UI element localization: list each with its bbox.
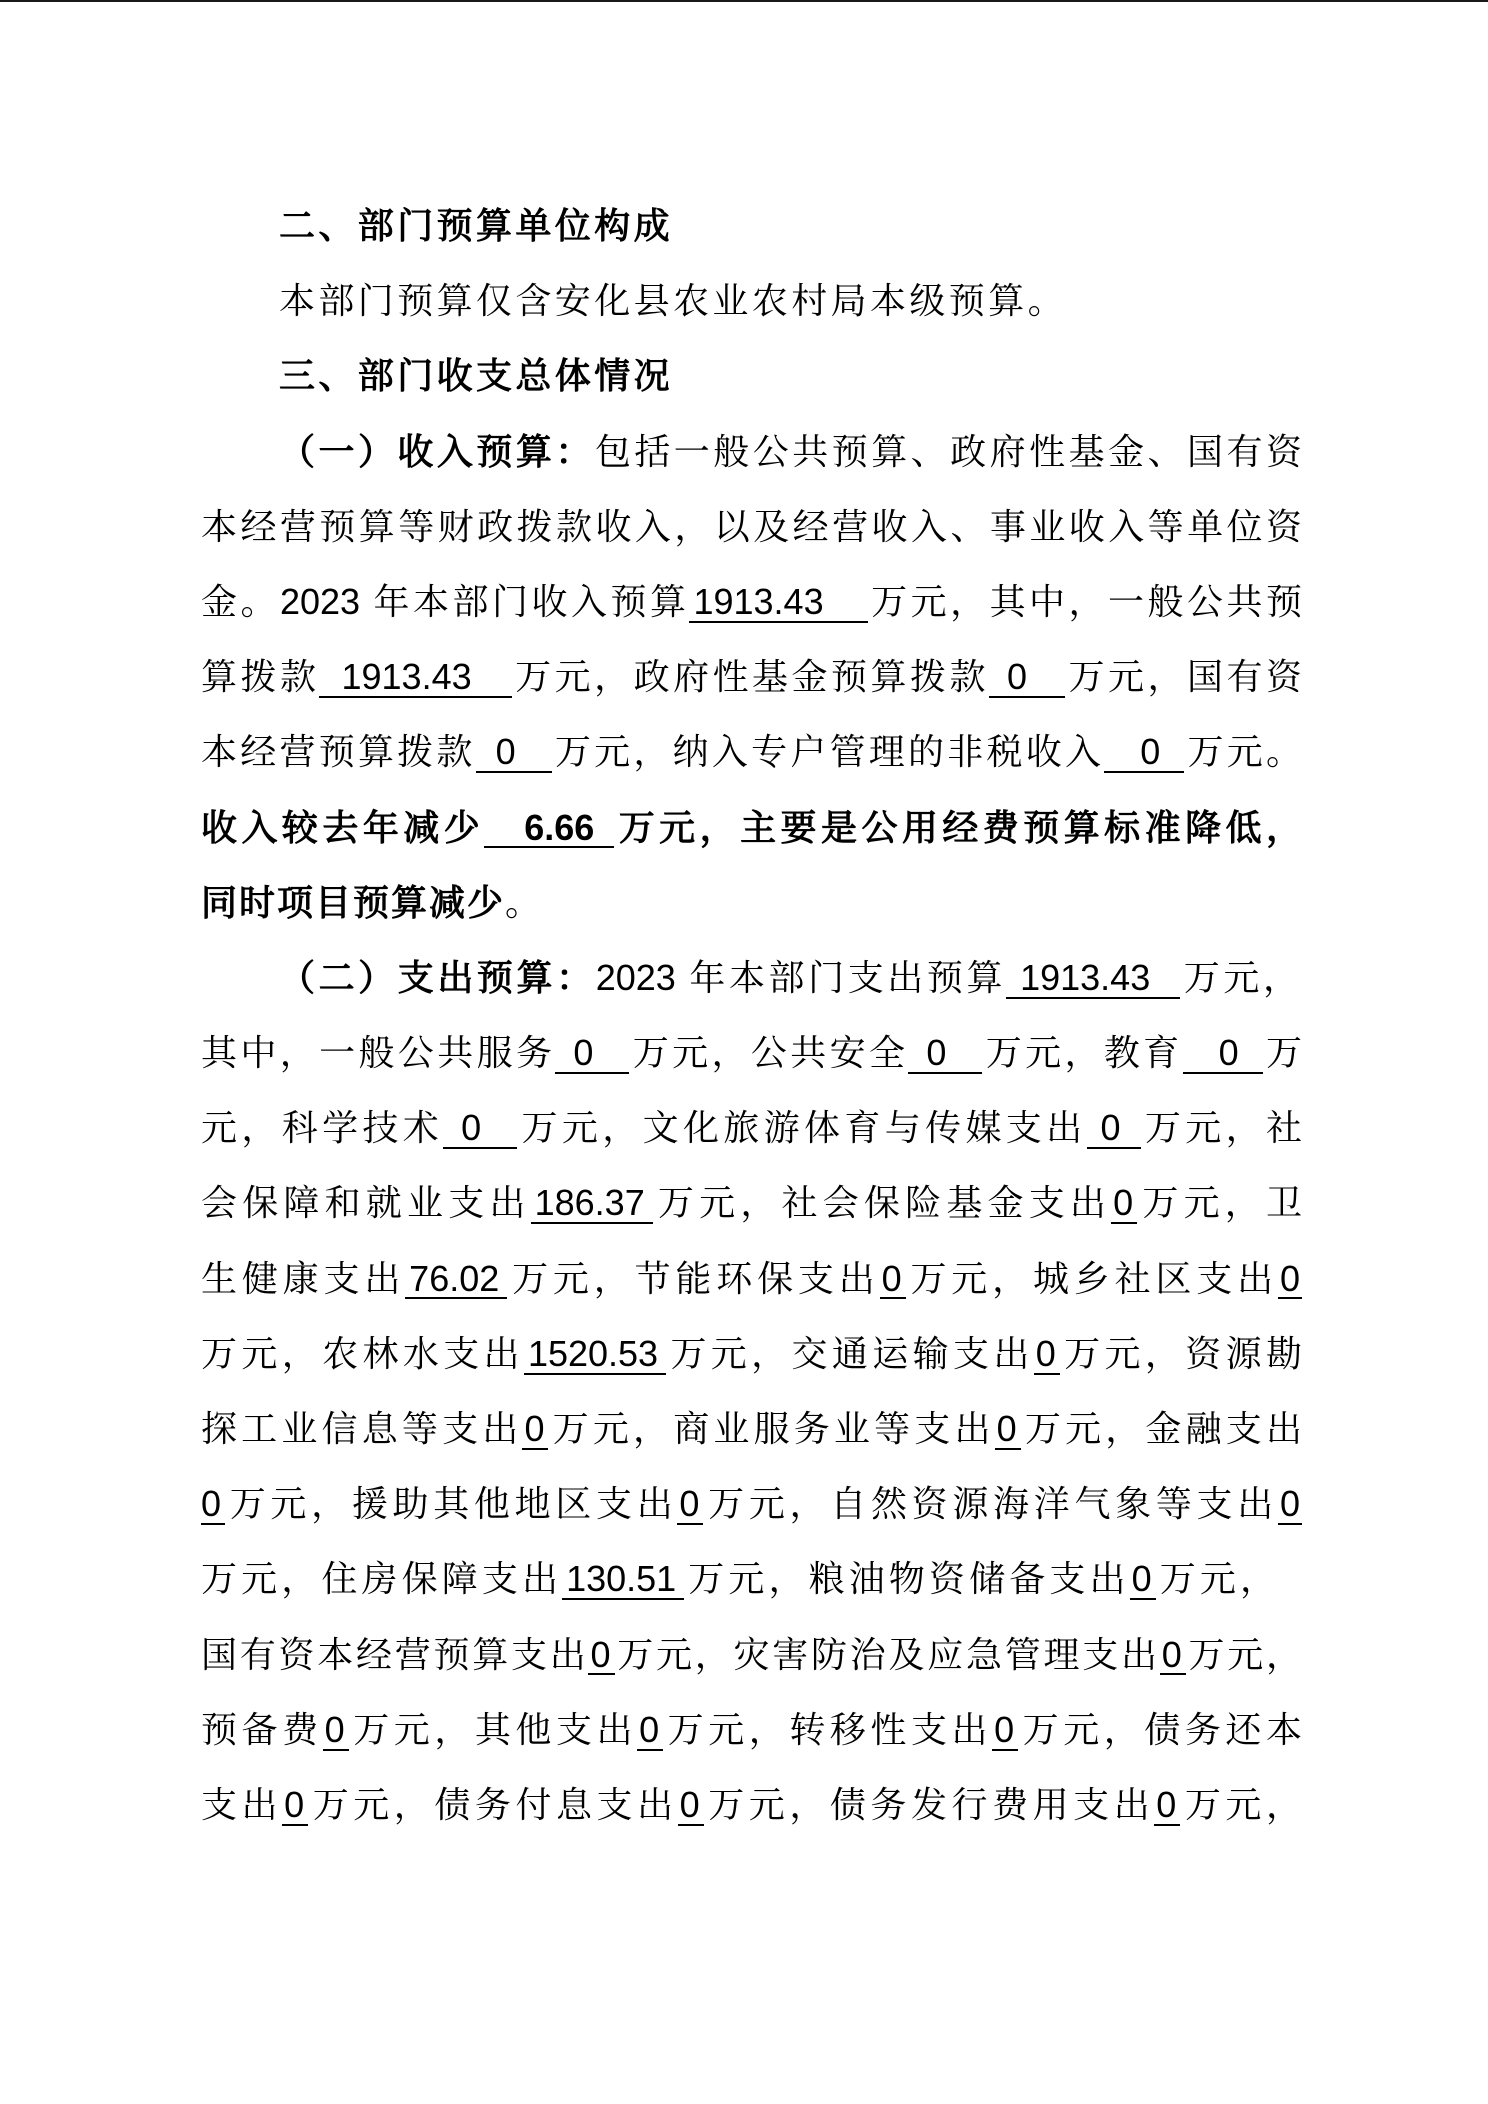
- text-segment: 万元，文化旅游体育与传媒支出: [517, 1107, 1087, 1149]
- document-body: [0, 188, 1488, 1842]
- text-segment: 万元，: [1180, 1783, 1302, 1825]
- energy-environment: 0: [880, 1260, 906, 1300]
- section-heading-budget-units: 二、部门预算单位构成: [279, 205, 674, 246]
- text-segment: 万元。: [1184, 731, 1302, 773]
- text-segment: 万元，交通运输支出: [666, 1332, 1034, 1374]
- text-segment: 万: [1262, 1032, 1302, 1074]
- paragraph-line: [201, 1466, 1302, 1541]
- finance: 0: [201, 1485, 225, 1525]
- paragraph-line: [201, 790, 1302, 865]
- text-segment: 万元，商业服务业等支出: [548, 1408, 995, 1449]
- text-segment: 预备费: [201, 1708, 323, 1750]
- text-segment: 万元，社会保险基金支出: [652, 1182, 1112, 1224]
- text-segment: 万元，社: [1140, 1107, 1302, 1149]
- text-segment: 万元，灾害防治及应急管理支出: [614, 1633, 1160, 1675]
- grain-oil-reserves: 0: [1130, 1560, 1156, 1600]
- culture-tourism-sports-media: 0: [1087, 1109, 1141, 1149]
- paragraph-line: [201, 1165, 1302, 1240]
- expenditure-budget-label: （二）支出预算：: [279, 956, 596, 998]
- paragraph-line: [201, 1541, 1276, 1616]
- section-heading-overall-income-expenditure: 三、部门收支总体情况: [279, 355, 674, 397]
- science-technology: 0: [443, 1109, 517, 1149]
- state-capital-allocation: 0: [476, 733, 552, 773]
- text-segment: 支出: [201, 1783, 283, 1825]
- text-segment: 收入较去年减少: [201, 806, 485, 848]
- public-security: 0: [908, 1034, 982, 1074]
- paragraph-line: [201, 1241, 1302, 1316]
- text-segment: 万元，: [1185, 1633, 1302, 1675]
- text-segment: 万元，债务付息支出: [308, 1783, 678, 1825]
- resource-exploration-industry: 0: [522, 1410, 548, 1450]
- transport: 0: [1034, 1335, 1060, 1375]
- text-segment: 万元，债务发行费用支出: [703, 1783, 1155, 1825]
- income-budget-total: 1913.43: [689, 583, 867, 623]
- paragraph-line: [201, 1090, 1302, 1165]
- government-fund-allocation: 0: [989, 658, 1065, 698]
- text-segment: 万元，金融支出: [1020, 1408, 1302, 1449]
- aid-other-regions: 0: [677, 1485, 703, 1525]
- text-segment: 万元，住房保障支出: [201, 1558, 563, 1600]
- other-expenditure: 0: [637, 1711, 663, 1751]
- text-segment: 万元，粮油物资储备支出: [684, 1558, 1130, 1600]
- text-segment: 会保障和就业支出: [201, 1182, 531, 1224]
- general-public-services: 0: [555, 1034, 629, 1074]
- text-segment: 万元，农林水支出: [201, 1332, 524, 1374]
- paragraph-line: [201, 639, 1302, 714]
- paragraph-line: [201, 1316, 1302, 1391]
- debt-issuance-fees: 0: [1154, 1786, 1180, 1826]
- paragraph-line: [201, 1692, 1302, 1767]
- text-segment: 万元，其中，一般公共预: [867, 580, 1302, 622]
- text-segment: 万元，其他支出: [348, 1708, 638, 1750]
- text-segment: 金。2023 年本部门收入预算: [201, 580, 690, 622]
- education: 0: [1183, 1034, 1263, 1074]
- text-segment: 包括一般公共预算、政府性基金、国有资: [594, 430, 1302, 472]
- text-segment: 万元，: [1155, 1558, 1276, 1600]
- text-segment: 生健康支出: [201, 1257, 406, 1299]
- text-segment: 万元，转移性支出: [663, 1708, 993, 1750]
- disaster-prevention-emergency: 0: [1160, 1636, 1186, 1676]
- text-segment: 万元，债务还本: [1018, 1708, 1302, 1750]
- text-segment: 同时项目预算减少: [201, 881, 506, 923]
- text-segment: 万元，纳入专户管理的非税收入: [551, 731, 1105, 773]
- paragraph-line: [201, 865, 1488, 940]
- paragraph-line: [201, 1617, 1302, 1692]
- paragraph-line: [201, 1391, 1302, 1466]
- text-segment: 探工业信息等支出: [201, 1408, 523, 1449]
- debt-principal: 0: [282, 1786, 308, 1826]
- text-segment: 万元，资源勘: [1059, 1332, 1302, 1374]
- text-segment: 万元，主要是公用经费预算标准降低，: [614, 806, 1302, 848]
- housing-security: 130.51: [562, 1560, 684, 1600]
- text-segment: 。: [505, 881, 544, 923]
- text-segment: 其中，一般公共服务: [201, 1032, 556, 1074]
- paragraph-line: [201, 714, 1302, 789]
- income-budget-label: （一）收入预算：: [279, 430, 595, 472]
- state-capital-operating-expenditure: 0: [588, 1636, 614, 1676]
- social-insurance-fund: 0: [1111, 1184, 1137, 1224]
- text-segment: 元，科学技术: [201, 1107, 444, 1149]
- reserve-fund: 0: [323, 1711, 349, 1751]
- urban-rural-community: 0: [1279, 1257, 1300, 1299]
- text-segment: 万元，教育: [982, 1032, 1183, 1074]
- commerce-services: 0: [995, 1410, 1021, 1450]
- text-segment: 国有资本经营预算支出: [201, 1633, 589, 1675]
- text-segment: 万元，公共安全: [629, 1032, 909, 1074]
- debt-interest: 0: [678, 1786, 704, 1826]
- natural-resources-ocean-meteorology: 0: [1279, 1483, 1300, 1525]
- paragraph-line: [279, 940, 1299, 1015]
- text-segment: 算拨款: [201, 656, 320, 698]
- text-segment: 万元，国有资: [1065, 656, 1302, 698]
- text-segment: 万元，自然资源海洋气象等支出: [703, 1483, 1278, 1525]
- expenditure-budget-total: 1913.43: [1006, 959, 1180, 999]
- agriculture-forestry-water: 1520.53: [524, 1335, 666, 1375]
- text-segment: 2023 年本部门支出预算: [595, 956, 1007, 998]
- text-segment: 本经营预算拨款: [201, 731, 476, 773]
- text-segment: 万元，节能环保支出: [507, 1257, 880, 1299]
- text-segment: 万元，卫: [1137, 1182, 1302, 1224]
- paragraph-line: [201, 1015, 1302, 1090]
- budget-units-paragraph: 本部门预算仅含安化县农业农村局本级预算。: [279, 280, 1068, 322]
- top-border: [0, 0, 1488, 2]
- text-segment: 万元，: [1180, 956, 1299, 998]
- paragraph-line: 本经营预算等财政拨款收入，以及经营收入、事业收入等单位资: [201, 505, 1302, 547]
- paragraph-line: [279, 414, 1302, 489]
- general-public-budget-allocation: 1913.43: [319, 658, 511, 698]
- transfer-expenditure: 0: [992, 1711, 1018, 1751]
- text-segment: 万元，城乡社区支出: [905, 1257, 1278, 1299]
- social-security-employment: 186.37: [531, 1184, 653, 1224]
- income-decrease-amount: 6.66: [484, 809, 614, 849]
- non-tax-income: 0: [1104, 733, 1184, 773]
- text-segment: 万元，援助其他地区支出: [225, 1483, 678, 1525]
- text-segment: 万元，政府性基金预算拨款: [511, 656, 989, 698]
- paragraph-line: [201, 564, 1302, 639]
- paragraph-line: [201, 1767, 1302, 1842]
- health: 76.02: [405, 1260, 507, 1300]
